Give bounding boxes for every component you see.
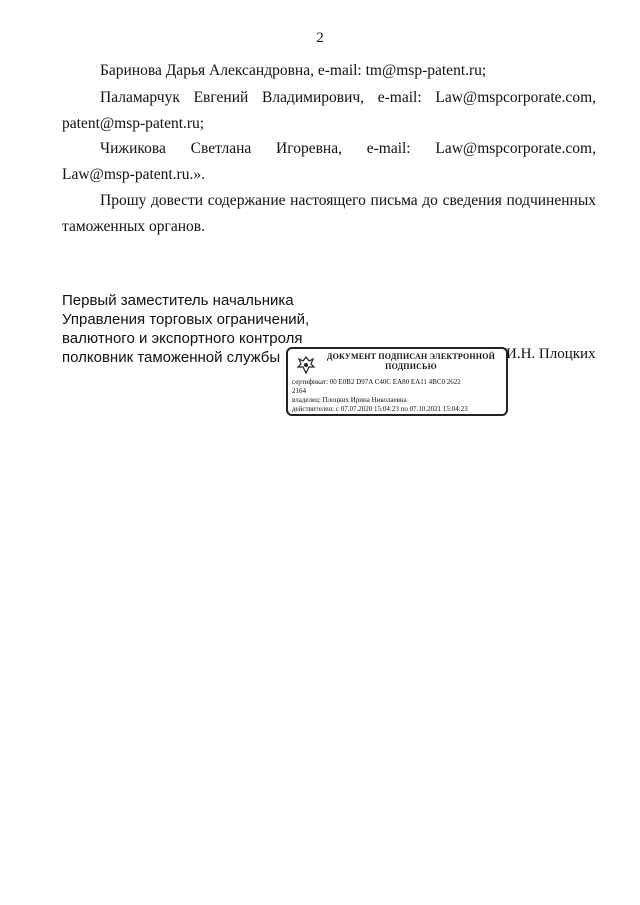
signer-name: И.Н. Плоцких — [506, 346, 596, 362]
page-number: 2 — [316, 30, 324, 46]
position-line: Управления торговых ограничений, — [62, 311, 310, 328]
position-line: валютного и экспортного контроля — [62, 330, 303, 347]
stamp-title-line: ДОКУМЕНТ ПОДПИСАН ЭЛЕКТРОННОЙ — [326, 352, 496, 361]
request-paragraph — [62, 188, 596, 240]
contact-line: Чижикова Светлана Игоревна, e-mail: Law@mspcorporate.com, — [100, 140, 596, 157]
contact-line: Паламарчук Евгений Владимирович, e-mail: Law@mspcorporate.com, — [100, 89, 596, 106]
contact-barinova — [62, 58, 596, 84]
stamp-certificate-cont: 2164 — [292, 387, 306, 395]
position-line: полковник таможенной службы — [62, 349, 281, 366]
request-line: Прошу довести содержание настоящего письма до сведения подчиненных — [100, 192, 596, 209]
customs-emblem-icon — [294, 354, 318, 376]
contact-chizhikova — [62, 136, 596, 188]
position-line: Первый заместитель начальника — [62, 292, 294, 309]
electronic-signature-stamp — [286, 347, 508, 416]
stamp-details — [292, 378, 506, 414]
stamp-validity: действителен: с 07.07.2020 15:04:23 по 07.10.2021 15:04:23 — [292, 405, 468, 413]
contact-line: patent@msp-patent.ru; — [62, 115, 205, 132]
stamp-certificate: сертификат: 00 E0B2 D97A C40C EA80 EA11 4BC0 2622 — [292, 378, 461, 386]
contact-palamarchuk — [62, 85, 596, 137]
stamp-title — [318, 352, 504, 372]
request-line: таможенных органов. — [62, 218, 206, 235]
stamp-title-line: ПОДПИСЬЮ — [385, 362, 437, 371]
contact-line: Баринова Дарья Александровна, e-mail: tm@msp-patent.ru; — [100, 62, 487, 79]
signatory-position — [62, 291, 309, 367]
stamp-owner: владелец: Плоцких Ирина Николаевна — [292, 396, 407, 404]
contact-line: Law@msp-patent.ru.». — [62, 166, 205, 183]
